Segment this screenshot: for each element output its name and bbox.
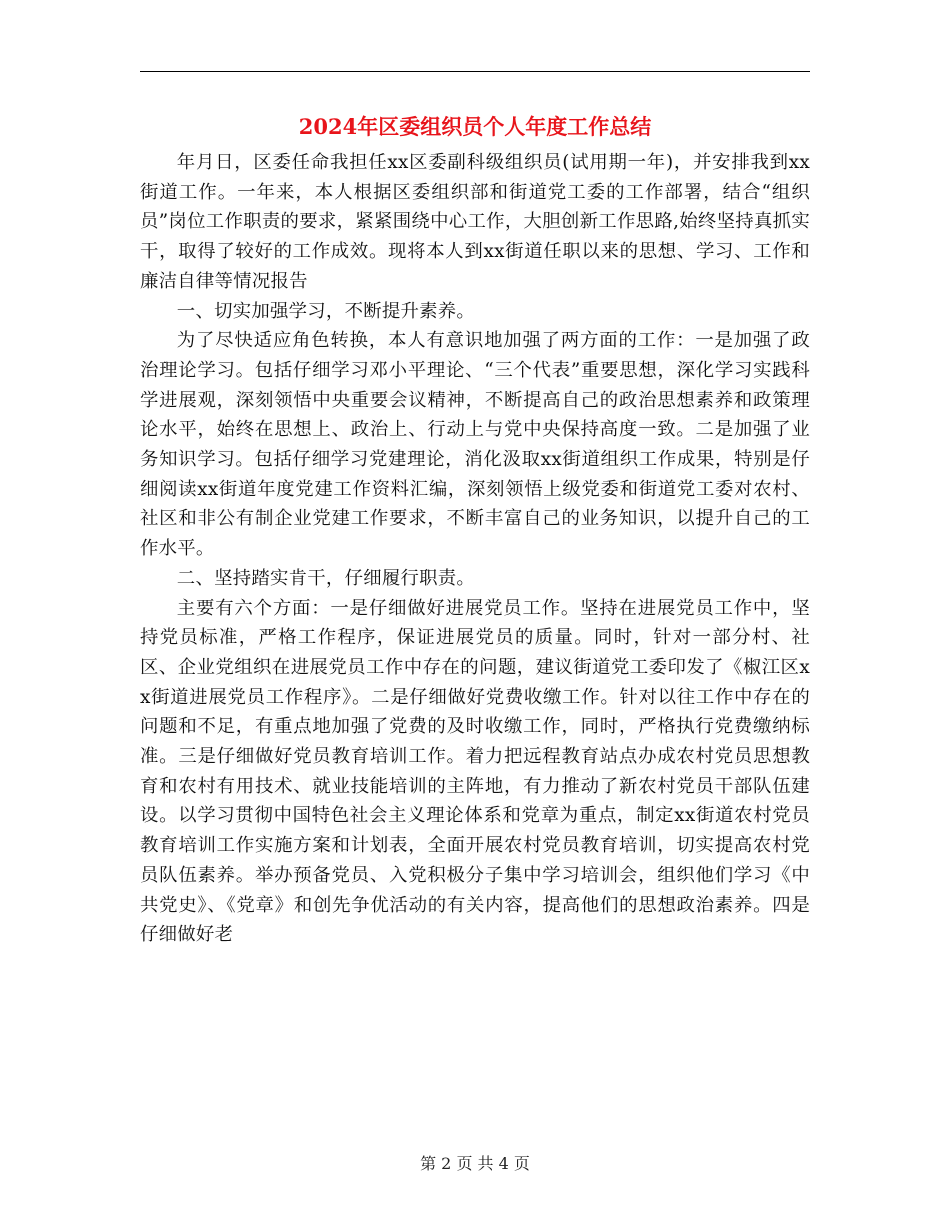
section-heading-1: 一、切实加强学习，不断提升素养。 <box>176 300 476 322</box>
paragraph-study: 为了尽快适应角色转换，本人有意识地加强了两方面的工作：一是加强了政治理论学习。包括仔细学习邓小平理论、“三个代表”重要思想，深化学习实践科学进展观，深刻领悟中央重要会议精神，不断提高自己的政治思想素养和政策理论水平，始终在思想上、政治上、行动上与党中央保持高度一致。二是加强了业务知识学习。包括仔细学习党建理论，消化汲取xx街道组织工作成果，特别是仔细阅读xx街道年度党建工作资料汇编，深刻领悟上级党委和街道党工委对农村、社区和非公有制企业党建工作要求，不断丰富自己的业务知识，以提升自己的工作水平。 <box>140 330 810 560</box>
paragraph-duties: 主要有六个方面：一是仔细做好进展党员工作。坚持在进展党员工作中，坚持党员标准，严格工作程序，保证进展党员的质量。同时，针对一部分村、社区、企业党组织在进展党员工作中存在的问题，建议街道党工委印发了《椒江区xx街道进展党员工作程序》。二是仔细做好党费收缴工作。针对以往工作中存在的问题和不足，有重点地加强了党费的及时收缴工作，同时，严格执行党费缴纳标准。三是仔细做好党员教育培训工作。着力把远程教育站点办成农村党员思想教育和农村有用技术、就业技能培训的主阵地，有力推动了新农村党员干部队伍建设。以学习贯彻中国特色社会主义理论体系和党章为重点，制定xx街道农村党员教育培训工作实施方案和计划表，全面开展农村党员教育培训，切实提高农村党员队伍素养。举办预备党员、入党积极分子集中学习培训会，组织他们学习《中共党史》、《党章》和创先争优活动的有关内容，提高他们的思想政治素养。四是仔细做好老 <box>140 597 810 946</box>
document-title: 2024年区委组织员个人年度工作总结 <box>298 114 652 139</box>
paragraph-intro: 年月日，区委任命我担任xx区委副科级组织员(试用期一年)，并安排我到xx街道工作。一年来，本人根据区委组织部和街道党工委的工作部署，结合“组织员”岗位工作职责的要求，紧紧围绕中心工作，大胆创新工作思路,始终坚持真抓实干，取得了较好的工作成效。现将本人到xx街道任职以来的思想、学习、工作和廉洁自律等情况报告 <box>140 152 810 292</box>
page-number-footer: 第 2 页 共 4 页 <box>420 1154 530 1173</box>
document-body <box>140 148 810 950</box>
header-rule <box>140 71 810 72</box>
section-heading-2: 二、坚持踏实肯干，仔细履行职责。 <box>176 567 476 589</box>
